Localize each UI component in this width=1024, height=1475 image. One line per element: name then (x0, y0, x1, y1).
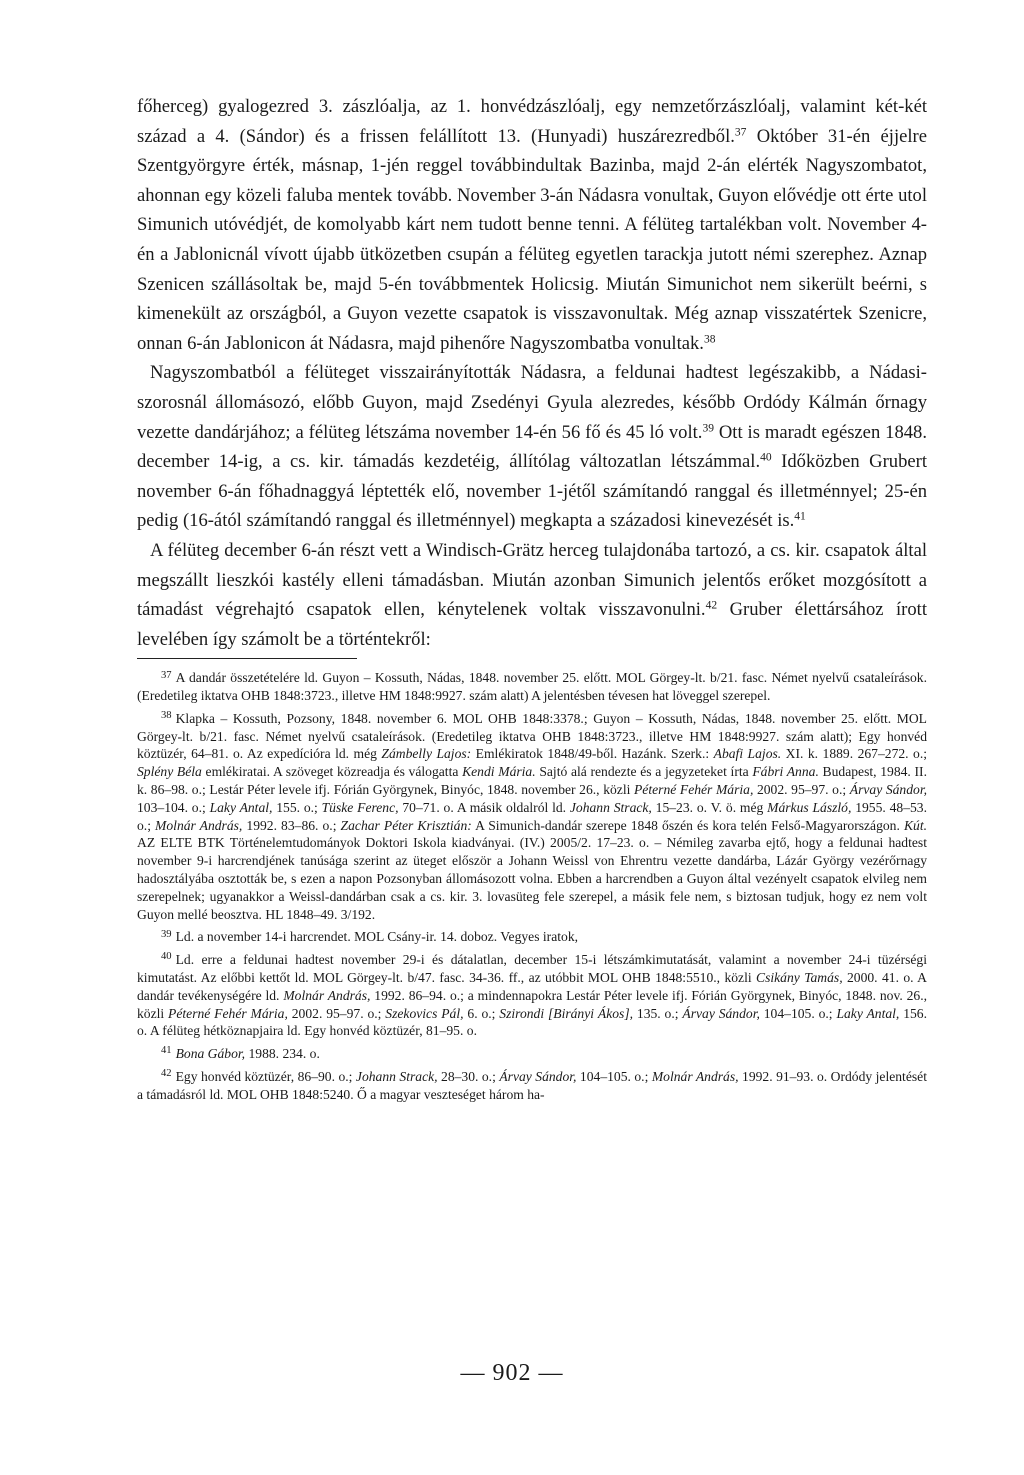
footnote-text: 2002. 95–97. o.; (287, 1005, 386, 1021)
footnote-text: 70–71. o. A másik oldalról ld. (398, 799, 570, 815)
footnote-38 (137, 710, 927, 924)
author-name: Árvay Sándor, (849, 782, 928, 798)
footnote-text: 104–105. o.; (759, 1005, 837, 1021)
author-name: Molnár András, (155, 817, 243, 833)
author-name: Péterné Fehér Mária, (168, 1005, 288, 1021)
footnote-text: 104–105. o.; (576, 1069, 652, 1085)
footnote-number: 37 (161, 669, 172, 681)
footnote-text: Ld. erre a feldunai hadtest november 29-i és dátalatlan, december 15-i létszámkimutatását, valamint a november 24-i tüzérségi kimutatást. Az előbbi kettőt ld. MOL Görgey-lt. b/47. fasc. 34-36. ff., az utóbbit MOL OHB 1848:5510., közli (137, 952, 927, 986)
paragraph-3 (137, 536, 927, 654)
footnote-text: Egy honvéd köztüzér, 86–90. o.; (175, 1069, 356, 1085)
text-run: Nagyszombatból a félüteget visszairányították Nádasra, a feldunai hadtest legészakibb, a Nádasi-szorosnál állomásozó, előbb Guyon, majd Zsedényi Gyula alezredes, később Ordódy Kálmán őrnagy vezette dandárjához; a félüteg létszáma november 14-én 56 fő és 45 ló volt. (137, 362, 927, 443)
author-name: Zachar Péter Krisztián: (340, 817, 472, 833)
page-number: — 902 — (460, 1360, 564, 1386)
footnote-text: Klapka – Kossuth, Pozsony, 1848. november 6. MOL OHB 1848:3378.; Guyon – Kossuth, Nádas, 1848. november 25. előtt. MOL Görgey-lt. b/21. fasc. Német nyelvű csataleírások. (Eredetileg iktatva OHB 1848:3723., illetve HM 1848:9927. szám alatt); Egy honvéd köztüzér, 64–81. o. Az expedícióra ld. még (137, 710, 927, 762)
footnote-text: AZ ELTE BTK Történelemtudományok Doktori Iskola kiadványai. (IV.) 2005/2. 17–23. o. – Némileg zavarba ejtő, hogy a feldunai hadtest november 9-i harcrendjének tanúsága szerint az üteget először a Johann Weissl von Ehrentru vezette dandárba, Lázár György vezérőrnagy hadosztályába osztották be, s ezen a napon Pozsonyban állomásozott volna. Ebben a harcrendben a Guyon által vezényelt csapatok elvileg nem szerepelnek; ugyanakkor a Weissl-dandárban csak a cs. kir. 3. lovasüteg fele szerepel, a másik fele nem, s biztosan tudjuk, hogy ez nem volt Guyon mellé beosztva. HL 1848–49. 3/192. (137, 835, 927, 922)
paragraph-1 (137, 92, 927, 358)
footnote-text: 155. o.; (272, 799, 322, 815)
author-name: Bona Gábor, (175, 1046, 246, 1062)
page (137, 92, 927, 1109)
footnote-ref-41[interactable]: 41 (794, 510, 806, 523)
footnote-divider (137, 658, 357, 659)
footnotes (137, 669, 927, 1103)
footnote-text: 1992. 83–86. o.; (242, 817, 341, 833)
footnote-text: 6. o.; (463, 1005, 500, 1021)
author-name: Johann Strack, (569, 799, 652, 815)
footnote-ref-42[interactable]: 42 (705, 599, 718, 612)
author-name: Zámbelly Lajos: (381, 746, 472, 762)
footnote-ref-39[interactable]: 39 (702, 422, 714, 435)
footnote-ref-40[interactable]: 40 (760, 451, 772, 464)
footnote-text: 135. o.; (633, 1005, 683, 1021)
author-name: Johann Strack, (355, 1069, 438, 1085)
footnote-text: 103–104. o.; (137, 799, 210, 815)
author-name: Márkus László, (767, 799, 852, 815)
footnote-text: 1988. 234. o. (245, 1046, 320, 1062)
publication-title: Kút. (903, 817, 927, 833)
author-name: Szekovics Pál, (385, 1005, 464, 1021)
footnote-number: 39 (161, 928, 172, 940)
footnote-text: 15–23. o. V. ö. még (651, 799, 768, 815)
footnote-text: Ld. a november 14-i harcrendet. MOL Csány-ir. 14. doboz. Vegyes iratok, (175, 929, 579, 945)
footnote-text: 156. o. A félüteg hétköznapjaira ld. Egy honvéd köztüzér, 81–95. o. (137, 1005, 927, 1039)
author-name: Péterné Fehér Mária, (634, 782, 754, 798)
author-name: Splény Béla (137, 764, 202, 780)
text-run: A félüteg december 6-án részt vett a Windisch-Grätz herceg tulajdonába tartozó, a cs. kir. csapatok által megszállt lieszkói kastély elleni támadásban. Miután azonban Simunich jelentős erőket mozgósított a támadást végrehajtó csapatok ellen, kénytelenek voltak visszavonulni. (137, 539, 927, 621)
footnote-text: Emlékiratok 1848/49-ből. Hazánk. Szerk.: (471, 746, 714, 762)
footnote-number: 40 (161, 951, 172, 963)
author-name: Csikány Tamás, (756, 970, 843, 986)
author-name: Laky Antal, (209, 799, 273, 815)
text-run: Október 31-én éjjelre Szentgyörgyre érték, másnap, 1-jén reggel továbbindultak Bazinba, majd 2-án elérték Nagyszombatot, ahonnan egy közeli faluba mentek tovább. November 3-án Nádasra vonultak, Guyon elővédje ott érte utol Simunich utóvédjét, de komolyabb kárt nem tudott benne tenni. A félüteg tartalékban volt. November 4-én a Jablonicnál vívott újabb ütközetben csupán a félüteg egyetlen tarackja jutott némi szerephez. Aznap Szenicen szállásoltak be, majd 5-én továbbmentek Holicsig. Miután Simunichot nem sikerült beérni, s kimenekült az országból, a Guyon vezette csapatok is visszavonultak. Még aznap visszatértek Szenicre, onnan 6-án Jablonicon át Nádasra, majd pihenőre Nagyszombatba vonultak. (137, 125, 927, 354)
footnote-text: 28–30. o.; (437, 1069, 500, 1085)
author-name: Árvay Sándor, (682, 1005, 760, 1021)
footnote-text: 1955. 48–53. o.; (137, 799, 927, 833)
footnote-number: 41 (161, 1045, 172, 1057)
body-text (137, 92, 927, 654)
text-run: Időközben Grubert november 6-án főhadnaggyá léptették elő, november 1-jétől számítandó ranggal és illetménnyel; 25-én pedig (16-ától számítandó ranggal és illetménnyel) megkapta a századosi kinevezését is. (137, 451, 927, 532)
footnote-text: 1992. 86–94. o.; a mindennapokra Lestár Péter levele ifj. Fórián Györgynek, Binyóc, 1848. nov. 26., közli (137, 987, 928, 1021)
footnote-text: A dandár összetételére ld. Guyon – Kossuth, Nádas, 1848. november 25. előtt. MOL Görgey-lt. b/21. fasc. Német nyelvű csataleírások. (Eredetileg iktatva OHB 1848:3723., illetve HM 1848:9927. szám alatt) A jelentésben tévesen hat löveggel szerepel. (137, 670, 927, 704)
footnote-41 (137, 1045, 927, 1063)
footnote-text: Budapest, 1984. II. k. 86–98. o.; Lestár Péter levele ifj. Fórián Györgynek, Binyóc, 1848. november 26., közli (137, 764, 927, 798)
footnote-ref-37[interactable]: 37 (734, 126, 747, 139)
author-name: Árvay Sándor, (499, 1069, 577, 1085)
author-name: Tüske Ferenc, (321, 799, 399, 815)
footnote-text: Sajtó alá rendezte és a jegyzeteket írta (535, 764, 753, 780)
footnote-40 (137, 951, 927, 1040)
footnote-text: 2000. 41. o. A dandár tevékenységére ld. (137, 970, 927, 1003)
author-name: Molnár András, (651, 1069, 739, 1085)
author-name: Kendi Mária. (462, 764, 536, 780)
paragraph-2 (137, 358, 927, 536)
author-name: Abafi Lajos. (713, 746, 782, 762)
author-name: Szirondi [Birányi Ákos], (499, 1005, 634, 1021)
author-name: Fábri Anna. (752, 764, 819, 780)
footnote-37 (137, 669, 927, 705)
footnote-ref-38[interactable]: 38 (703, 333, 716, 346)
text-run: Gruber élettársához írott levelében így számolt be a történtekről: (137, 599, 927, 650)
footnote-text: 1992. 91–93. o. Ordódy jelentését a támadásról ld. MOL OHB 1848:5240. Ő a magyar veszteséget három ha- (137, 1069, 927, 1102)
text-run: Ott is maradt egészen 1848. december 14-ig, a cs. kir. támadás kezdetéig, állítólag változatlan létszámmal. (137, 421, 927, 473)
footnote-text: 2002. 95–97. o.; (753, 782, 850, 798)
author-name: Laky Antal, (836, 1005, 900, 1021)
author-name: Molnár András, (283, 987, 371, 1003)
footnote-42 (137, 1068, 927, 1104)
footnote-text: XI. k. 1889. 267–272. o.; (781, 746, 928, 762)
footnote-text: emlékiratai. A szöveget közreadja és válogatta (201, 764, 463, 780)
text-run: főherceg) gyalogezred 3. zászlóalja, az 1. honvédzászlóalj, egy nemzetőrzászlóalj, valamint két-két század a 4. (Sándor) és a frissen felállított 13. (Hunyadi) huszárezredből. (137, 96, 927, 147)
footnote-number: 42 (161, 1068, 172, 1080)
footnote-text: A Simunich-dandár szerepe 1848 őszén és kora telén Felső-Magyarországon. (471, 817, 904, 833)
footnote-39 (137, 928, 927, 946)
footnote-number: 38 (161, 710, 172, 722)
